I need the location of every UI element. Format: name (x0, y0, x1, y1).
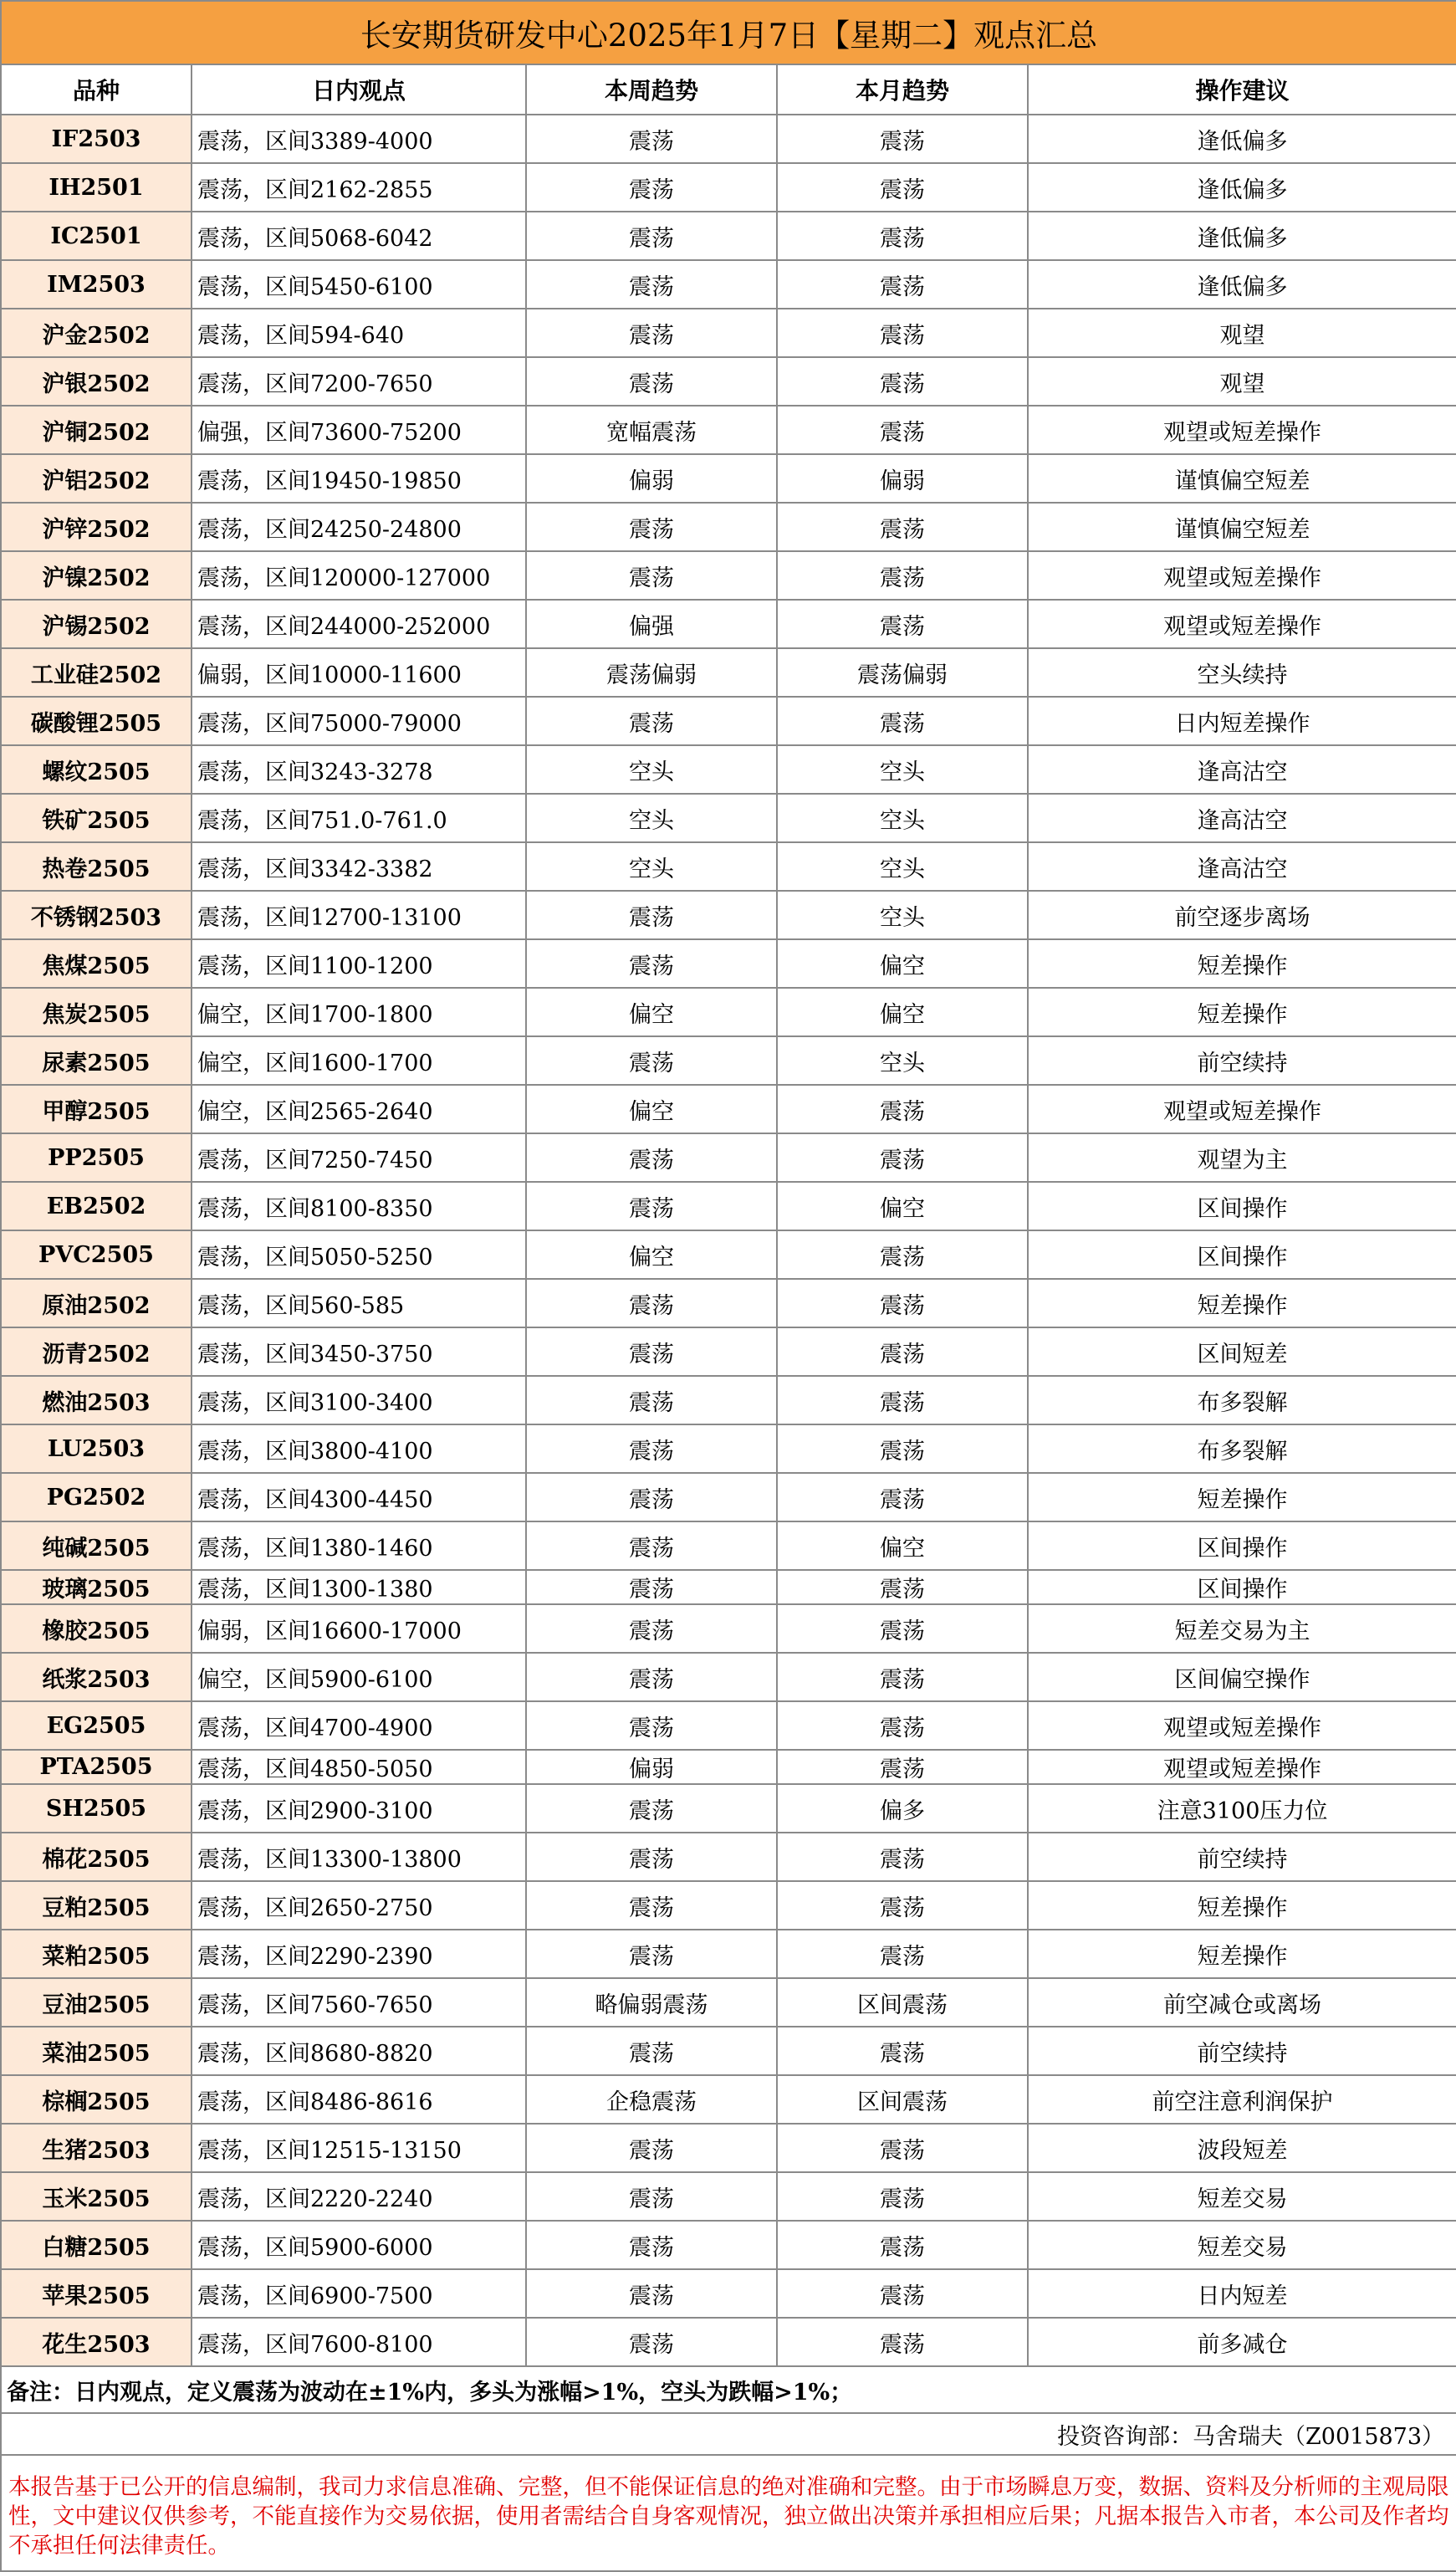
table-row (1, 260, 1456, 309)
cell-advice: 前空续持 (1028, 1036, 1456, 1085)
cell-week: 震荡 (526, 163, 777, 212)
cell-advice: 短差操作 (1028, 1881, 1456, 1930)
cell-symbol: 菜油2505 (1, 2027, 192, 2075)
table-row (1, 1570, 1456, 1604)
cell-week: 空头 (526, 842, 777, 891)
cell-month: 震荡 (777, 551, 1028, 600)
cell-month: 震荡 (777, 2124, 1028, 2172)
cell-symbol: 生猪2503 (1, 2124, 192, 2172)
cell-month: 震荡 (777, 2027, 1028, 2075)
cell-advice: 逢低偏多 (1028, 163, 1456, 212)
cell-advice: 逢高沽空 (1028, 842, 1456, 891)
table-row (1, 842, 1456, 891)
cell-intraday: 偏强，区间73600-75200 (192, 406, 526, 454)
cell-week: 震荡 (526, 309, 777, 357)
cell-week: 震荡 (526, 2124, 777, 2172)
table-row (1, 1978, 1456, 2027)
cell-advice: 前空续持 (1028, 2027, 1456, 2075)
header-row (1, 64, 1456, 115)
cell-intraday: 震荡，区间24250-24800 (192, 503, 526, 551)
cell-advice: 逢高沽空 (1028, 794, 1456, 842)
cell-symbol: PP2505 (1, 1133, 192, 1182)
cell-intraday: 偏空，区间2565-2640 (192, 1085, 526, 1133)
cell-advice: 逢低偏多 (1028, 212, 1456, 260)
table-row (1, 648, 1456, 697)
cell-symbol: 铁矿2505 (1, 794, 192, 842)
cell-advice: 区间短差 (1028, 1327, 1456, 1376)
cell-advice: 前空续持 (1028, 1833, 1456, 1881)
cell-month: 震荡 (777, 309, 1028, 357)
cell-week: 震荡 (526, 697, 777, 745)
cell-advice: 前多减仓 (1028, 2318, 1456, 2366)
cell-symbol: 沪铝2502 (1, 454, 192, 503)
cell-advice: 前空逐步离场 (1028, 891, 1456, 939)
table-row (1, 1521, 1456, 1570)
cell-month: 震荡 (777, 2221, 1028, 2269)
cell-symbol: 沪银2502 (1, 357, 192, 406)
cell-month: 震荡 (777, 1604, 1028, 1653)
cell-advice: 观望或短差操作 (1028, 600, 1456, 648)
cell-symbol: 玉米2505 (1, 2172, 192, 2221)
cell-month: 空头 (777, 842, 1028, 891)
cell-intraday: 震荡，区间1300-1380 (192, 1570, 526, 1604)
cell-symbol: 橡胶2505 (1, 1604, 192, 1653)
cell-intraday: 震荡，区间2290-2390 (192, 1930, 526, 1978)
cell-week: 震荡 (526, 1570, 777, 1604)
cell-advice: 观望或短差操作 (1028, 1085, 1456, 1133)
cell-intraday: 震荡，区间5450-6100 (192, 260, 526, 309)
cell-month: 震荡 (777, 1930, 1028, 1978)
cell-symbol: 焦炭2505 (1, 988, 192, 1036)
cell-intraday: 震荡，区间5900-6000 (192, 2221, 526, 2269)
cell-week: 略偏弱震荡 (526, 1978, 777, 2027)
table-row (1, 1604, 1456, 1653)
cell-month: 震荡 (777, 503, 1028, 551)
table-row (1, 503, 1456, 551)
cell-week: 空头 (526, 794, 777, 842)
cell-month: 震荡 (777, 697, 1028, 745)
table-row (1, 2124, 1456, 2172)
cell-advice: 逢高沽空 (1028, 745, 1456, 794)
contact-text: 投资咨询部：马舍瑞夫（Z0015873） (1, 2413, 1456, 2455)
table-row (1, 1376, 1456, 1424)
cell-week: 震荡 (526, 2269, 777, 2318)
cell-symbol: IM2503 (1, 260, 192, 309)
table-row (1, 1473, 1456, 1521)
cell-symbol: 甲醇2505 (1, 1085, 192, 1133)
cell-symbol: 沪镍2502 (1, 551, 192, 600)
cell-month: 偏空 (777, 1521, 1028, 1570)
table-row (1, 1230, 1456, 1279)
cell-symbol: 菜粕2505 (1, 1930, 192, 1978)
cell-symbol: PG2502 (1, 1473, 192, 1521)
cell-week: 震荡 (526, 1881, 777, 1930)
cell-advice: 短差操作 (1028, 1930, 1456, 1978)
cell-week: 震荡 (526, 1521, 777, 1570)
cell-symbol: 碳酸锂2505 (1, 697, 192, 745)
cell-symbol: IC2501 (1, 212, 192, 260)
table-row (1, 309, 1456, 357)
cell-intraday: 震荡，区间19450-19850 (192, 454, 526, 503)
cell-symbol: 原油2502 (1, 1279, 192, 1327)
cell-advice: 区间偏空操作 (1028, 1653, 1456, 1701)
cell-advice: 区间操作 (1028, 1182, 1456, 1230)
cell-intraday: 震荡，区间2220-2240 (192, 2172, 526, 2221)
cell-symbol: SH2505 (1, 1784, 192, 1833)
cell-month: 震荡 (777, 212, 1028, 260)
cell-advice: 空头续持 (1028, 648, 1456, 697)
cell-symbol: 苹果2505 (1, 2269, 192, 2318)
cell-symbol: 玻璃2505 (1, 1570, 192, 1604)
cell-month: 震荡 (777, 1085, 1028, 1133)
cell-advice: 观望为主 (1028, 1133, 1456, 1182)
cell-week: 震荡 (526, 1133, 777, 1182)
cell-month: 震荡 (777, 260, 1028, 309)
cell-advice: 布多裂解 (1028, 1424, 1456, 1473)
cell-week: 震荡 (526, 357, 777, 406)
cell-symbol: 花生2503 (1, 2318, 192, 2366)
cell-intraday: 震荡，区间5068-6042 (192, 212, 526, 260)
table-row (1, 745, 1456, 794)
cell-month: 震荡 (777, 1881, 1028, 1930)
cell-intraday: 震荡，区间7250-7450 (192, 1133, 526, 1182)
cell-advice: 观望或短差操作 (1028, 1750, 1456, 1784)
cell-month: 震荡 (777, 1473, 1028, 1521)
cell-intraday: 震荡，区间7200-7650 (192, 357, 526, 406)
cell-week: 震荡 (526, 1327, 777, 1376)
cell-intraday: 震荡，区间6900-7500 (192, 2269, 526, 2318)
cell-symbol: 棉花2505 (1, 1833, 192, 1881)
cell-month: 震荡 (777, 2172, 1028, 2221)
cell-month: 震荡 (777, 1424, 1028, 1473)
cell-intraday: 偏弱，区间10000-11600 (192, 648, 526, 697)
cell-intraday: 震荡，区间12700-13100 (192, 891, 526, 939)
header-advice: 操作建议 (1028, 64, 1456, 115)
cell-week: 震荡 (526, 1473, 777, 1521)
cell-week: 震荡 (526, 1036, 777, 1085)
cell-month: 震荡 (777, 115, 1028, 163)
cell-intraday: 震荡，区间4700-4900 (192, 1701, 526, 1750)
cell-week: 震荡 (526, 1784, 777, 1833)
cell-symbol: 沪铜2502 (1, 406, 192, 454)
cell-intraday: 偏空，区间5900-6100 (192, 1653, 526, 1701)
table-row (1, 1833, 1456, 1881)
table-row (1, 2172, 1456, 2221)
cell-week: 震荡 (526, 260, 777, 309)
table-row (1, 1424, 1456, 1473)
cell-week: 震荡 (526, 1604, 777, 1653)
cell-intraday: 震荡，区间120000-127000 (192, 551, 526, 600)
cell-symbol: 不锈钢2503 (1, 891, 192, 939)
cell-intraday: 震荡，区间4850-5050 (192, 1750, 526, 1784)
table-row (1, 988, 1456, 1036)
cell-intraday: 震荡，区间3243-3278 (192, 745, 526, 794)
cell-symbol: 纸浆2503 (1, 1653, 192, 1701)
table-row (1, 2221, 1456, 2269)
cell-symbol: 焦煤2505 (1, 939, 192, 988)
cell-intraday: 震荡，区间3450-3750 (192, 1327, 526, 1376)
report-title: 长安期货研发中心2025年1月7日【星期二】观点汇总 (1, 1, 1456, 64)
cell-month: 震荡 (777, 1376, 1028, 1424)
cell-month: 空头 (777, 1036, 1028, 1085)
table-row (1, 1327, 1456, 1376)
cell-symbol: 沪锌2502 (1, 503, 192, 551)
cell-advice: 短差操作 (1028, 1473, 1456, 1521)
table-row (1, 1701, 1456, 1750)
cell-advice: 日内短差 (1028, 2269, 1456, 2318)
cell-week: 震荡 (526, 1424, 777, 1473)
header-intraday: 日内观点 (192, 64, 526, 115)
cell-week: 震荡 (526, 1376, 777, 1424)
table-row (1, 1750, 1456, 1784)
cell-intraday: 震荡，区间12515-13150 (192, 2124, 526, 2172)
cell-symbol: 豆粕2505 (1, 1881, 192, 1930)
cell-week: 震荡 (526, 2027, 777, 2075)
table-row (1, 1279, 1456, 1327)
cell-symbol: EG2505 (1, 1701, 192, 1750)
note-text: 备注：日内观点，定义震荡为波动在±1%内，多头为涨幅>1%，空头为跌幅>1%； (1, 2366, 1456, 2413)
cell-week: 空头 (526, 745, 777, 794)
cell-week: 震荡 (526, 1701, 777, 1750)
cell-intraday: 震荡，区间594-640 (192, 309, 526, 357)
cell-month: 偏多 (777, 1784, 1028, 1833)
cell-advice: 短差操作 (1028, 1279, 1456, 1327)
cell-week: 震荡 (526, 212, 777, 260)
cell-symbol: 棕榈2505 (1, 2075, 192, 2124)
cell-symbol: 热卷2505 (1, 842, 192, 891)
cell-advice: 前空注意利润保护 (1028, 2075, 1456, 2124)
table-row (1, 406, 1456, 454)
contact-row (1, 2413, 1456, 2455)
cell-month: 震荡 (777, 1327, 1028, 1376)
table-row (1, 1784, 1456, 1833)
cell-week: 震荡 (526, 551, 777, 600)
cell-week: 震荡 (526, 1182, 777, 1230)
table-row (1, 2269, 1456, 2318)
cell-advice: 观望 (1028, 309, 1456, 357)
cell-advice: 短差交易 (1028, 2221, 1456, 2269)
cell-month: 震荡 (777, 1570, 1028, 1604)
cell-month: 震荡 (777, 1833, 1028, 1881)
table-row (1, 115, 1456, 163)
cell-advice: 逢低偏多 (1028, 115, 1456, 163)
cell-intraday: 震荡，区间1380-1460 (192, 1521, 526, 1570)
cell-month: 震荡 (777, 163, 1028, 212)
cell-symbol: 螺纹2505 (1, 745, 192, 794)
cell-week: 震荡 (526, 1833, 777, 1881)
cell-intraday: 震荡，区间7560-7650 (192, 1978, 526, 2027)
cell-month: 震荡偏弱 (777, 648, 1028, 697)
cell-intraday: 震荡，区间244000-252000 (192, 600, 526, 648)
cell-month: 震荡 (777, 1701, 1028, 1750)
cell-month: 震荡 (777, 1279, 1028, 1327)
cell-intraday: 震荡，区间8100-8350 (192, 1182, 526, 1230)
cell-intraday: 震荡，区间5050-5250 (192, 1230, 526, 1279)
cell-week: 震荡 (526, 1653, 777, 1701)
cell-week: 震荡 (526, 891, 777, 939)
cell-advice: 日内短差操作 (1028, 697, 1456, 745)
cell-intraday: 震荡，区间8680-8820 (192, 2027, 526, 2075)
cell-intraday: 震荡，区间560-585 (192, 1279, 526, 1327)
table-row (1, 551, 1456, 600)
cell-intraday: 偏空，区间1600-1700 (192, 1036, 526, 1085)
table-row (1, 939, 1456, 988)
cell-advice: 短差交易 (1028, 2172, 1456, 2221)
cell-advice: 观望或短差操作 (1028, 406, 1456, 454)
cell-month: 震荡 (777, 1750, 1028, 1784)
cell-week: 企稳震荡 (526, 2075, 777, 2124)
cell-month: 偏弱 (777, 454, 1028, 503)
cell-week: 偏空 (526, 1230, 777, 1279)
table-row (1, 697, 1456, 745)
cell-week: 震荡 (526, 115, 777, 163)
header-month: 本月趋势 (777, 64, 1028, 115)
cell-month: 震荡 (777, 406, 1028, 454)
cell-symbol: PTA2505 (1, 1750, 192, 1784)
cell-intraday: 震荡，区间7600-8100 (192, 2318, 526, 2366)
cell-intraday: 偏弱，区间16600-17000 (192, 1604, 526, 1653)
cell-intraday: 震荡，区间3800-4100 (192, 1424, 526, 1473)
cell-month: 震荡 (777, 2269, 1028, 2318)
cell-month: 震荡 (777, 600, 1028, 648)
table-row (1, 1930, 1456, 1978)
cell-month: 震荡 (777, 1133, 1028, 1182)
cell-intraday: 震荡，区间3389-4000 (192, 115, 526, 163)
cell-week: 震荡 (526, 1930, 777, 1978)
cell-month: 偏空 (777, 1182, 1028, 1230)
cell-symbol: 沥青2502 (1, 1327, 192, 1376)
cell-intraday: 震荡，区间1100-1200 (192, 939, 526, 988)
table-row (1, 1085, 1456, 1133)
cell-advice: 前空减仓或离场 (1028, 1978, 1456, 2027)
cell-week: 震荡 (526, 2172, 777, 2221)
cell-intraday: 震荡，区间4300-4450 (192, 1473, 526, 1521)
cell-intraday: 震荡，区间2162-2855 (192, 163, 526, 212)
cell-week: 偏强 (526, 600, 777, 648)
table-row (1, 454, 1456, 503)
cell-advice: 短差操作 (1028, 988, 1456, 1036)
cell-advice: 谨慎偏空短差 (1028, 503, 1456, 551)
cell-symbol: 纯碱2505 (1, 1521, 192, 1570)
cell-intraday: 偏空，区间1700-1800 (192, 988, 526, 1036)
cell-symbol: 尿素2505 (1, 1036, 192, 1085)
cell-symbol: EB2502 (1, 1182, 192, 1230)
table-row (1, 163, 1456, 212)
cell-month: 偏空 (777, 988, 1028, 1036)
cell-symbol: LU2503 (1, 1424, 192, 1473)
cell-month: 震荡 (777, 357, 1028, 406)
disclaimer-row (1, 2455, 1456, 2571)
cell-month: 空头 (777, 794, 1028, 842)
cell-week: 震荡 (526, 1279, 777, 1327)
cell-symbol: 沪锡2502 (1, 600, 192, 648)
header-week: 本周趋势 (526, 64, 777, 115)
table-row (1, 1036, 1456, 1085)
cell-intraday: 震荡，区间3100-3400 (192, 1376, 526, 1424)
cell-symbol: 燃油2503 (1, 1376, 192, 1424)
cell-advice: 布多裂解 (1028, 1376, 1456, 1424)
cell-intraday: 震荡，区间2900-3100 (192, 1784, 526, 1833)
header-symbol: 品种 (1, 64, 192, 115)
cell-advice: 观望或短差操作 (1028, 1701, 1456, 1750)
note-row (1, 2366, 1456, 2413)
cell-month: 震荡 (777, 2318, 1028, 2366)
cell-intraday: 震荡，区间3342-3382 (192, 842, 526, 891)
table-row (1, 891, 1456, 939)
cell-month: 区间震荡 (777, 2075, 1028, 2124)
cell-month: 区间震荡 (777, 1978, 1028, 2027)
table-row (1, 1881, 1456, 1930)
cell-advice: 区间操作 (1028, 1230, 1456, 1279)
cell-symbol: 工业硅2502 (1, 648, 192, 697)
cell-week: 偏空 (526, 988, 777, 1036)
cell-advice: 短差操作 (1028, 939, 1456, 988)
cell-week: 偏空 (526, 1085, 777, 1133)
cell-advice: 观望 (1028, 357, 1456, 406)
table-row (1, 357, 1456, 406)
cell-advice: 波段短差 (1028, 2124, 1456, 2172)
table-row (1, 212, 1456, 260)
table-row (1, 600, 1456, 648)
table-row (1, 2027, 1456, 2075)
table-row (1, 794, 1456, 842)
cell-week: 偏弱 (526, 1750, 777, 1784)
cell-week: 震荡 (526, 503, 777, 551)
cell-symbol: IH2501 (1, 163, 192, 212)
cell-month: 空头 (777, 745, 1028, 794)
cell-intraday: 震荡，区间8486-8616 (192, 2075, 526, 2124)
cell-intraday: 震荡，区间2650-2750 (192, 1881, 526, 1930)
cell-month: 偏空 (777, 939, 1028, 988)
cell-week: 震荡偏弱 (526, 648, 777, 697)
cell-intraday: 震荡，区间751.0-761.0 (192, 794, 526, 842)
table-row (1, 1133, 1456, 1182)
cell-month: 空头 (777, 891, 1028, 939)
cell-advice: 注意3100压力位 (1028, 1784, 1456, 1833)
cell-month: 震荡 (777, 1653, 1028, 1701)
cell-advice: 谨慎偏空短差 (1028, 454, 1456, 503)
cell-symbol: 豆油2505 (1, 1978, 192, 2027)
table-row (1, 1182, 1456, 1230)
cell-week: 宽幅震荡 (526, 406, 777, 454)
table-row (1, 1653, 1456, 1701)
cell-advice: 短差交易为主 (1028, 1604, 1456, 1653)
table-row (1, 2075, 1456, 2124)
cell-symbol: 白糖2505 (1, 2221, 192, 2269)
cell-intraday: 震荡，区间13300-13800 (192, 1833, 526, 1881)
table-row (1, 2318, 1456, 2366)
cell-advice: 逢低偏多 (1028, 260, 1456, 309)
cell-week: 震荡 (526, 939, 777, 988)
cell-month: 震荡 (777, 1230, 1028, 1279)
disclaimer-text: 本报告基于已公开的信息编制，我司力求信息准确、完整，但不能保证信息的绝对准确和完整。由于市场瞬息万变，数据、资料及分析师的主观局限性，文中建议仅供参考，不能直接作为交易依据，使用者需结合自身客观情况，独立做出决策并承担相应后果；凡据本报告入市者，本公司及作者均不承担任何法律责任。 (1, 2455, 1456, 2571)
cell-symbol: IF2503 (1, 115, 192, 163)
cell-week: 震荡 (526, 2221, 777, 2269)
cell-advice: 区间操作 (1028, 1570, 1456, 1604)
cell-intraday: 震荡，区间75000-79000 (192, 697, 526, 745)
cell-symbol: 沪金2502 (1, 309, 192, 357)
cell-advice: 区间操作 (1028, 1521, 1456, 1570)
cell-symbol: PVC2505 (1, 1230, 192, 1279)
cell-week: 偏弱 (526, 454, 777, 503)
cell-advice: 观望或短差操作 (1028, 551, 1456, 600)
cell-week: 震荡 (526, 2318, 777, 2366)
table-body (1, 115, 1456, 2366)
